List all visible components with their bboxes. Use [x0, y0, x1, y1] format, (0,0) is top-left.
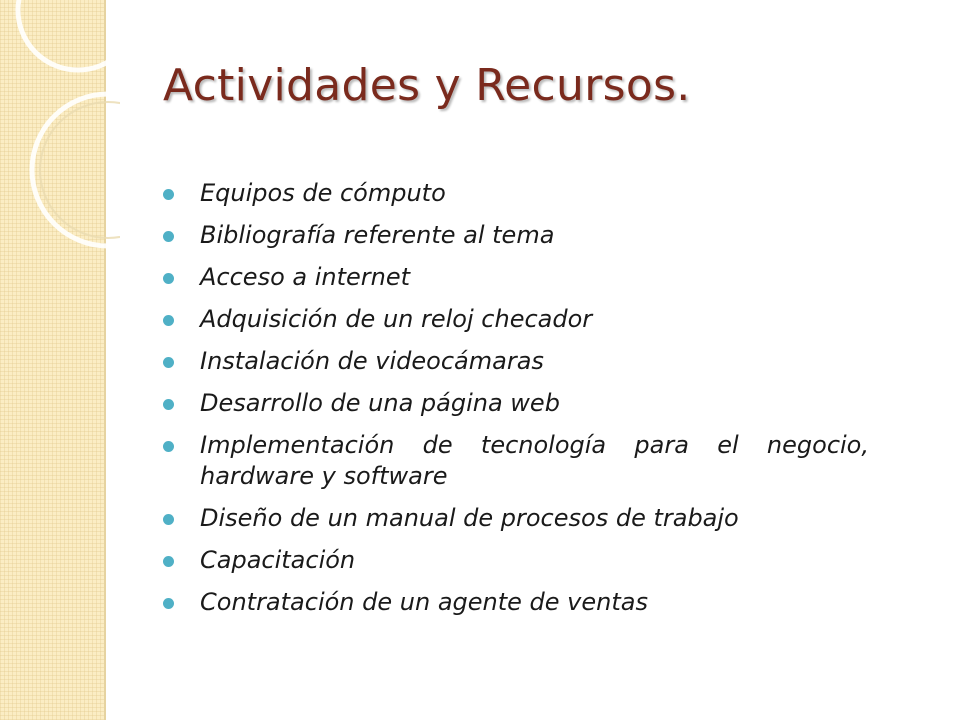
bullet-text: Implementación de tecnología para el negocio, hardware y software	[200, 431, 869, 490]
bullet-dot-icon	[163, 315, 174, 326]
bullet-dot-icon	[163, 273, 174, 284]
bullet-item	[163, 304, 869, 335]
bullet-list	[163, 178, 869, 629]
bullet-text: Bibliografía referente al tema	[200, 221, 555, 249]
decorative-ring-lower-shade	[40, 102, 120, 238]
bullet-item	[163, 346, 869, 377]
bullet-item	[163, 178, 869, 209]
bullet-dot-icon	[163, 441, 174, 452]
bullet-text: Capacitación	[200, 546, 356, 574]
bullet-dot-icon	[163, 514, 174, 525]
bullet-text: Desarrollo de una página web	[200, 389, 560, 417]
bullet-text: Equipos de cómputo	[200, 179, 446, 207]
bullet-text: Acceso a internet	[200, 263, 411, 291]
bullet-dot-icon	[163, 231, 174, 242]
bullet-dot-icon	[163, 556, 174, 567]
bullet-item	[163, 587, 869, 618]
bullet-item	[163, 262, 869, 293]
bullet-text: Instalación de videocámaras	[200, 347, 544, 375]
bullet-dot-icon	[163, 357, 174, 368]
bullet-item	[163, 503, 869, 534]
bullet-text: Adquisición de un reloj checador	[200, 305, 593, 333]
bullet-dot-icon	[163, 189, 174, 200]
bullet-text: Contratación de un agente de ventas	[200, 588, 648, 616]
bullet-item	[163, 220, 869, 251]
bullet-dot-icon	[163, 399, 174, 410]
bullet-dot-icon	[163, 598, 174, 609]
decorative-ring-upper	[18, 0, 120, 70]
decorative-ring-lower	[32, 94, 120, 246]
bullet-item	[163, 388, 869, 419]
slide-title: Actividades y Recursos.	[163, 60, 691, 111]
bullet-text: Diseño de un manual de procesos de trabajo	[200, 504, 739, 532]
decorative-rings	[0, 0, 120, 260]
bullet-item	[163, 545, 869, 576]
bullet-item	[163, 430, 869, 492]
